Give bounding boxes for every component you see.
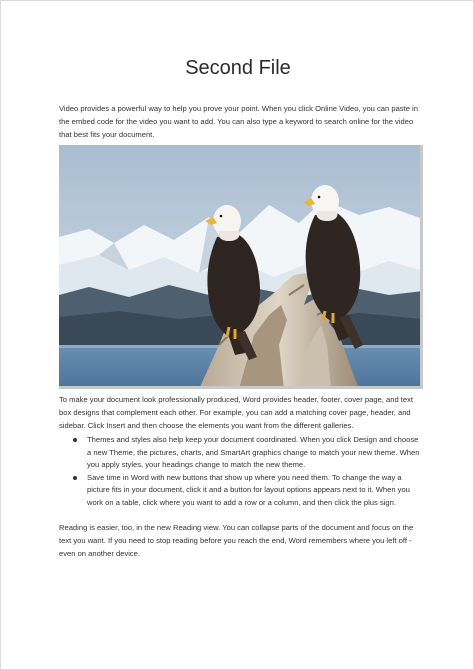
eagles-photo-illustration bbox=[59, 145, 423, 389]
list-item bbox=[59, 434, 421, 472]
list-item-text: Themes and styles also help keep your document coordinated. When you click Design and choose a new Theme, the pictures, charts, and SmartArt graphics change to match your new theme. When you apply styles, your headings change to match the new theme. bbox=[87, 435, 420, 469]
bullet-icon bbox=[73, 438, 77, 442]
list-item-text: Save time in Word with new buttons that show up where you need them. To change the way a picture fits in your document, click it and a button for layout options appears next to it. When you work on a table, click where you want to add a row or a column, and then click the plus sign. bbox=[87, 472, 410, 507]
paragraph-design: To make your document look professionally produced, Word provides header, footer, cover page, and text box designs that complement each other. For example, you can add a matching cover page, header, and sidebar. Click Insert and then choose the elements you want from the different galleries. bbox=[59, 395, 414, 430]
page-title: Second File bbox=[185, 57, 291, 79]
bullet-icon bbox=[73, 476, 77, 480]
paragraph-video: Video provides a powerful way to help you prove your point. When you click Online Video, you can paste in the embed code for the video you want to add. You can also type a keyword to search online for the video that best fits your document. bbox=[59, 104, 418, 139]
list-item bbox=[59, 472, 421, 510]
paragraph-reading: Reading is easier, too, in the new Reading view. You can collapse parts of the document and focus on the text you want. If you need to stop reading before you reach the end, Word remembers where you left off - even on another device. bbox=[59, 523, 414, 558]
bullet-list bbox=[59, 434, 421, 509]
eagles-photo[interactable] bbox=[59, 145, 423, 389]
